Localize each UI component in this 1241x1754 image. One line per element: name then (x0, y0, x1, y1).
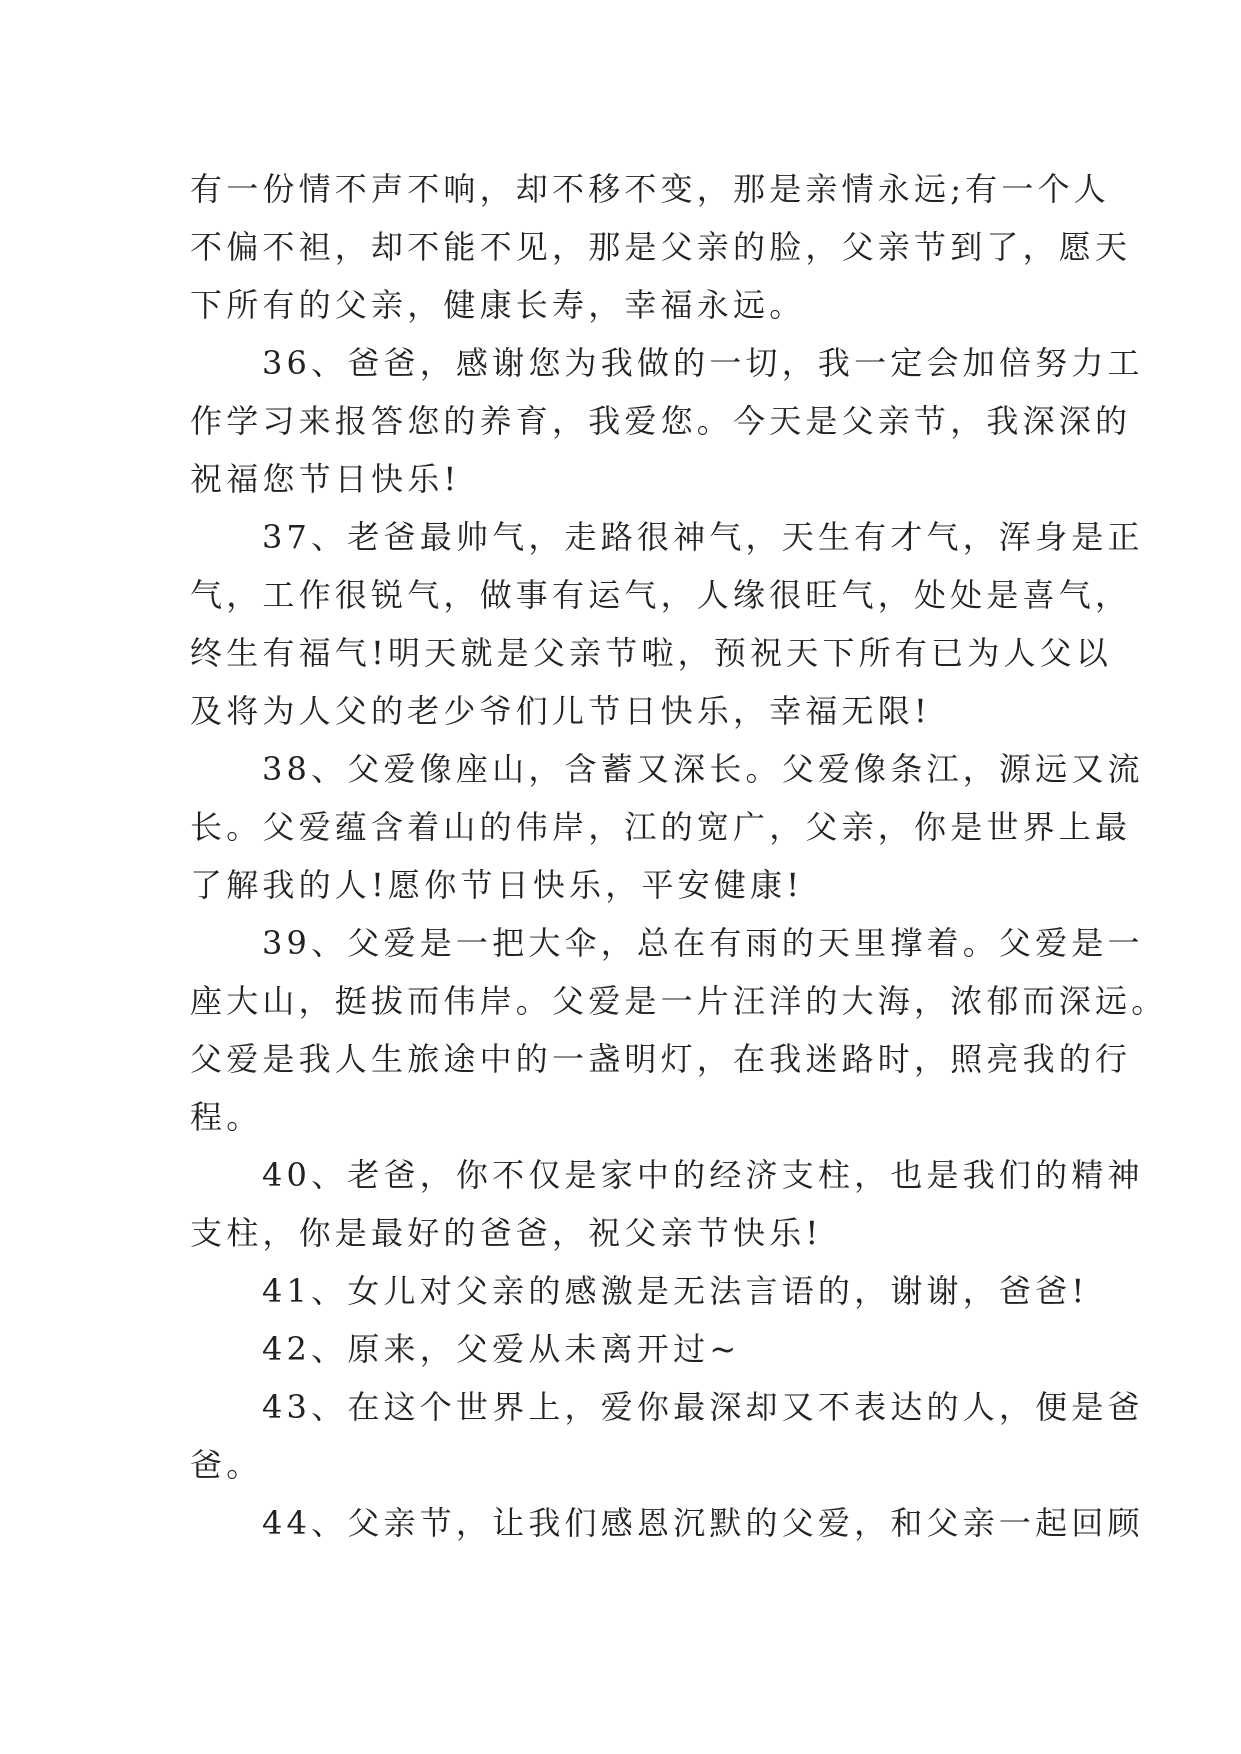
text-line: 41、女儿对父亲的感激是无法言语的，谢谢，爸爸! (262, 1272, 1089, 1310)
text-line: 程。 (190, 1098, 263, 1136)
text-line: 42、原来，父爱从未离开过~ (262, 1330, 741, 1368)
text-line: 作学习来报答您的养育，我爱您。今天是父亲节，我深深的 (190, 402, 1132, 440)
paragraph-43 (190, 1378, 1144, 1494)
text-line: 了解我的人!愿你节日快乐，平安健康! (190, 866, 804, 904)
text-line: 40、老爸，你不仅是家中的经济支柱，也是我们的精神 (262, 1156, 1144, 1194)
text-line: 不偏不袒，却不能不见，那是父亲的脸，父亲节到了，愿天 (190, 228, 1132, 266)
text-line: 爸。 (190, 1446, 263, 1484)
text-line: 座大山，挺拔而伟岸。父爱是一片汪洋的大海，浓郁而深远。 (190, 982, 1168, 1020)
paragraph-38 (190, 740, 1144, 914)
text-line: 下所有的父亲，健康长寿，幸福永远。 (190, 286, 806, 324)
paragraph-36 (190, 334, 1144, 508)
text-line: 长。父爱蕴含着山的伟岸，江的宽广，父亲，你是世界上最 (190, 808, 1132, 846)
text-line: 支柱，你是最好的爸爸，祝父亲节快乐! (190, 1214, 823, 1252)
text-line: 37、老爸最帅气，走路很神气，天生有才气，浑身是正 (262, 518, 1144, 556)
text-line: 气，工作很锐气，做事有运气，人缘很旺气，处处是喜气， (190, 576, 1132, 614)
paragraph-40 (190, 1146, 1144, 1262)
paragraph-intro (190, 160, 1132, 334)
paragraph-39 (190, 914, 1168, 1146)
text-line: 36、爸爸，感谢您为我做的一切，我一定会加倍努力工 (262, 344, 1144, 382)
paragraph-42 (190, 1320, 1065, 1378)
paragraph-44 (190, 1494, 1144, 1552)
text-line: 终生有福气!明天就是父亲节啦，预祝天下所有已为人父以 (190, 634, 1113, 672)
paragraph-41 (190, 1262, 1089, 1320)
text-line: 38、父爱像座山，含蓄又深长。父爱像条江，源远又流 (262, 750, 1144, 788)
text-line: 及将为人父的老少爷们儿节日快乐，幸福无限! (190, 692, 932, 730)
text-line: 44、父亲节，让我们感恩沉默的父爱，和父亲一起回顾 (262, 1504, 1144, 1542)
text-line: 43、在这个世界上，爱你最深却又不表达的人，便是爸 (262, 1388, 1144, 1426)
text-line: 祝福您节日快乐! (190, 460, 461, 498)
text-line: 有一份情不声不响，却不移不变，那是亲情永远;有一个人 (190, 170, 1110, 208)
document-page (190, 160, 1168, 1552)
text-line: 父爱是我人生旅途中的一盏明灯，在我迷路时，照亮我的行 (190, 1040, 1132, 1078)
text-line: 39、父爱是一把大伞，总在有雨的天里撑着。父爱是一 (262, 924, 1144, 962)
paragraph-37 (190, 508, 1144, 740)
